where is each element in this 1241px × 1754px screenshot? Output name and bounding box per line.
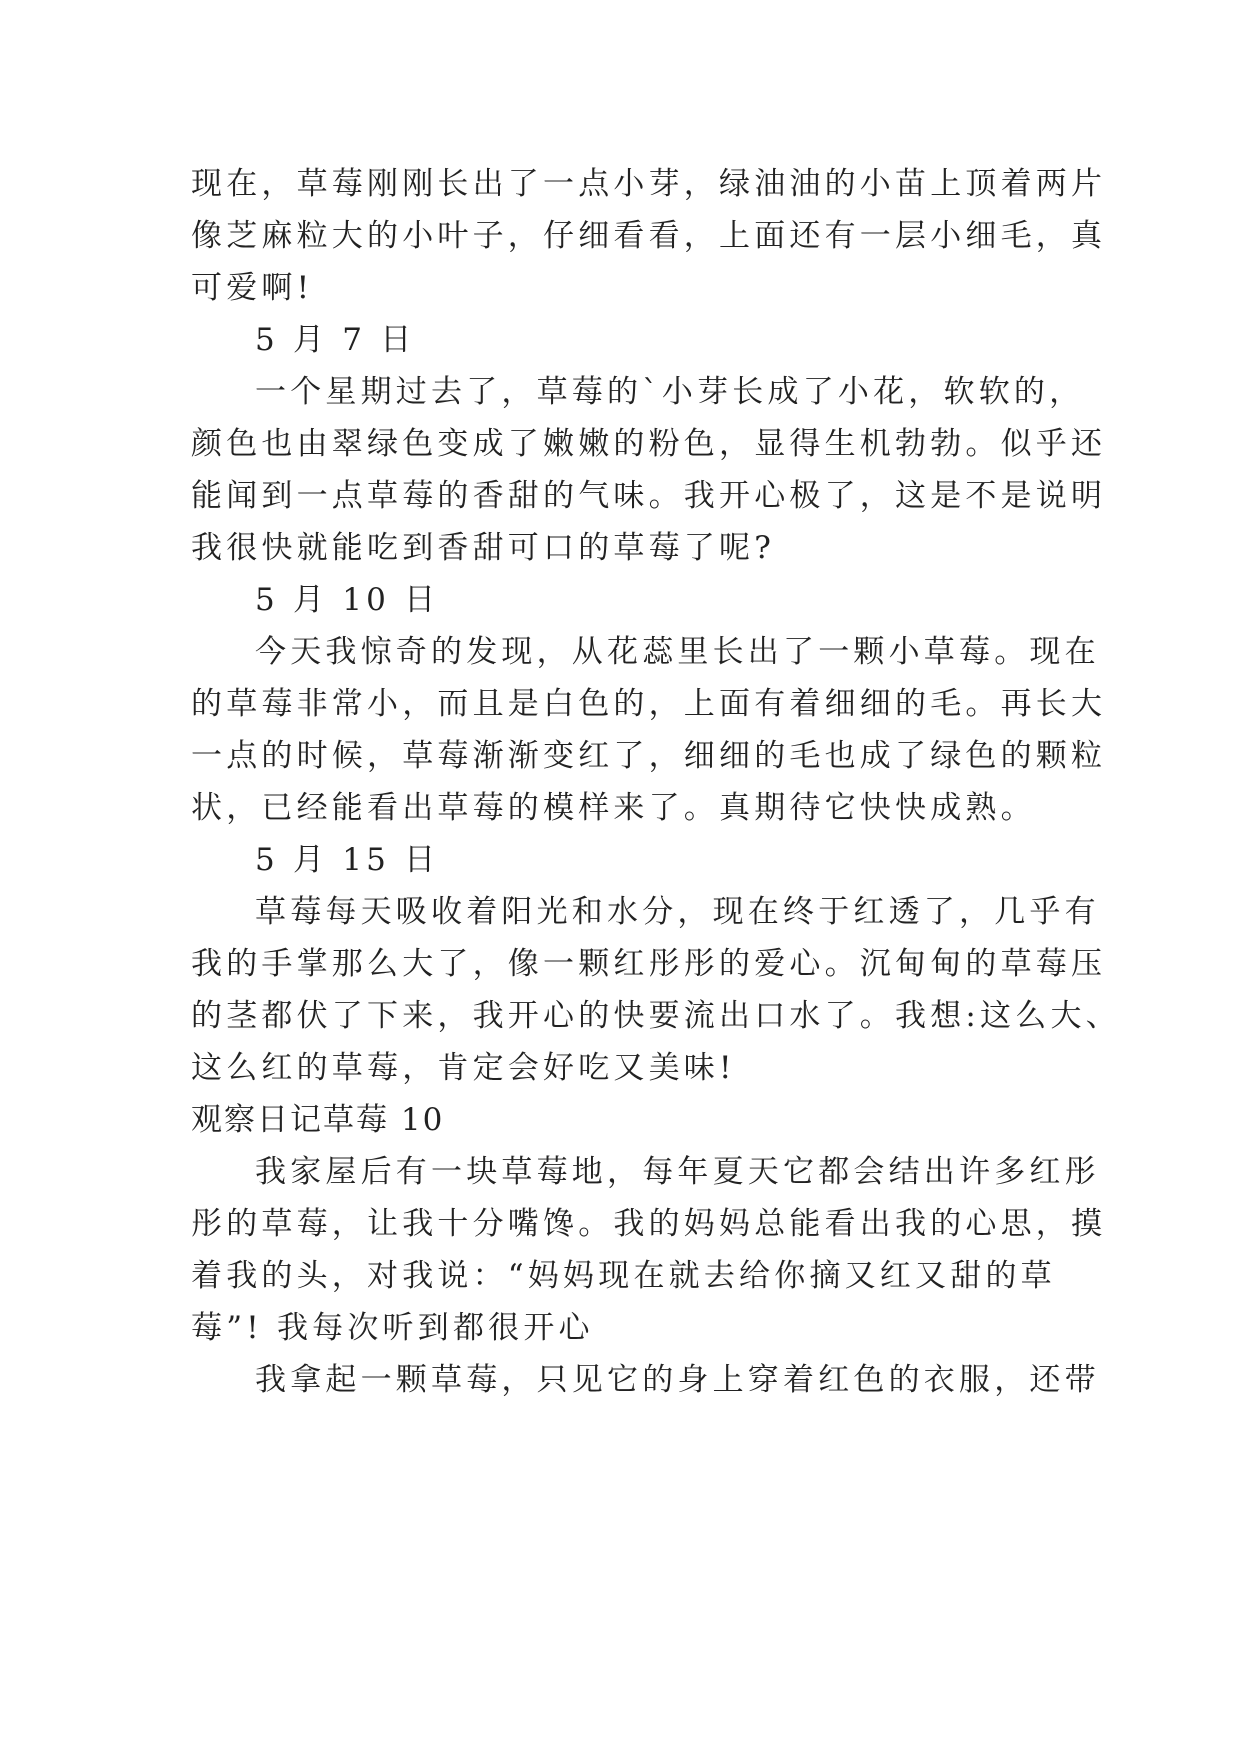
paragraph-line: 状，已经能看出草莓的模样来了。真期待它快快成熟。	[191, 790, 1036, 826]
paragraph-line: 彤的草莓，让我十分嘴馋。我的妈妈总能看出我的心思，摸	[191, 1206, 1107, 1242]
paragraph-line: 我拿起一颗草莓，只见它的身上穿着红色的衣服，还带	[255, 1362, 1100, 1398]
paragraph-line: 能闻到一点草莓的香甜的气味。我开心极了，这是不是说明	[191, 478, 1107, 514]
paragraph-line: 的草莓非常小，而且是白色的，上面有着细细的毛。再长大	[191, 686, 1107, 722]
paragraph-line: 一个星期过去了，草莓的`小芽长成了小花，软软的，	[255, 374, 1085, 410]
diary-date: 5 月 15 日	[255, 842, 440, 878]
diary-date: 5 月 7 日	[255, 322, 416, 358]
paragraph-line: 一点的时候，草莓渐渐变红了，细细的毛也成了绿色的颗粒	[191, 738, 1107, 774]
document-body	[191, 158, 1121, 1406]
paragraph-line: 的茎都伏了下来，我开心的快要流出口水了。我想:这么大、	[191, 998, 1121, 1034]
paragraph-line: 我的手掌那么大了，像一颗红彤彤的爱心。沉甸甸的草莓压	[191, 946, 1107, 982]
paragraph-line: 颜色也由翠绿色变成了嫩嫩的粉色，显得生机勃勃。似乎还	[191, 426, 1107, 462]
paragraph-line: 莓”! 我每次听到都很开心	[191, 1310, 594, 1346]
section-heading: 观察日记草莓 10	[191, 1102, 445, 1138]
paragraph-line: 草莓每天吸收着阳光和水分，现在终于红透了，几乎有	[255, 894, 1100, 930]
paragraph-line: 今天我惊奇的发现，从花蕊里长出了一颗小草莓。现在	[255, 634, 1100, 670]
paragraph-line: 着我的头，对我说：“妈妈现在就去给你摘又红又甜的草	[191, 1258, 1056, 1294]
diary-date: 5 月 10 日	[255, 582, 440, 618]
paragraph-line: 像芝麻粒大的小叶子，仔细看看，上面还有一层小细毛，真	[191, 218, 1107, 254]
paragraph-line: 现在，草莓刚刚长出了一点小芽，绿油油的小苗上顶着两片	[191, 166, 1107, 202]
paragraph-line: 可爱啊!	[191, 270, 314, 306]
paragraph-line: 我家屋后有一块草莓地，每年夏天它都会结出许多红彤	[255, 1154, 1100, 1190]
paragraph-line: 这么红的草莓，肯定会好吃又美味!	[191, 1050, 736, 1086]
paragraph-line: 我很快就能吃到香甜可口的草莓了呢?	[191, 530, 776, 566]
